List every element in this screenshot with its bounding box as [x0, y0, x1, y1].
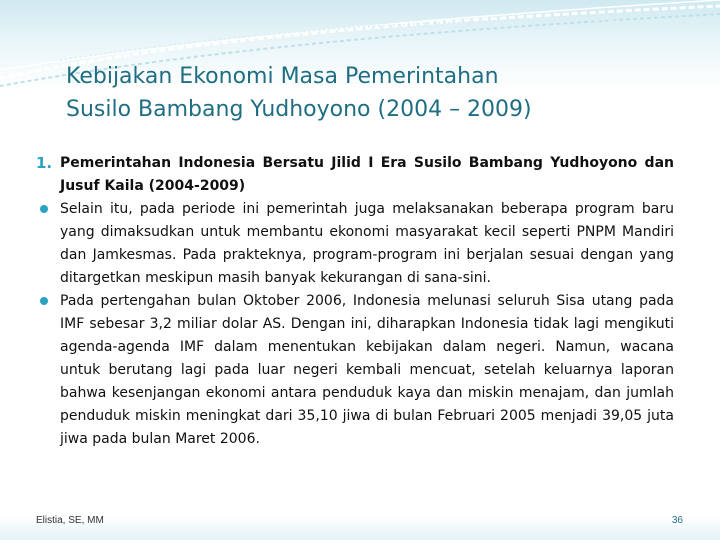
list-item-text: Pemerintahan Indonesia Bersatu Jilid I Era Susilo Bambang Yudhoyono dan Jusuf Kaila (2004-2009) [60, 155, 674, 194]
page-number: 36 [671, 515, 683, 526]
footer-author: Elistia, SE, MM [36, 515, 104, 526]
slide-content [36, 152, 674, 451]
slide-title-line-2: Susilo Bambang Yudhoyono (2004 – 2009) [66, 97, 532, 122]
list-item-numbered [36, 152, 674, 198]
list-number: 1. [36, 154, 53, 172]
footer-background [0, 516, 720, 540]
list-item-bullet [36, 198, 674, 290]
slide-title-line-1: Kebijakan Ekonomi Masa Pemerintahan [66, 64, 499, 89]
list-item-text: Pada pertengahan bulan Oktober 2006, Indonesia melunasi seluruh Sisa utang pada IMF sebesar 3,2 miliar dolar AS. Dengan ini, diharapkan Indonesia tidak lagi mengikuti agenda-agenda IMF dalam menentukan kebijakan dalam negeri. Namun, wacana untuk berutang lagi pada luar negeri kembali mencuat, setelah keluarnya laporan bahwa kesenjangan ekonomi antara penduduk kaya dan miskin menajam, dan jumlah penduduk miskin meningkat dari 35,10 jiwa di bulan Februari 2005 menjadi 39,05 juta jiwa pada bulan Maret 2006. [60, 293, 674, 447]
list-item-text: Selain itu, pada periode ini pemerintah juga melaksanakan beberapa program baru yang dimaksudkan untuk membantu ekonomi masyarakat kecil seperti PNPM Mandiri dan Jamkesmas. Pada prakteknya, program-program ini berjalan sesuai dengan yang ditargetkan meskipun masih banyak kekurangan di sana-sini. [60, 201, 674, 286]
slide-title [66, 60, 686, 126]
bullet-icon [40, 205, 48, 213]
bullet-icon [40, 297, 48, 305]
list-item-bullet [36, 290, 674, 451]
